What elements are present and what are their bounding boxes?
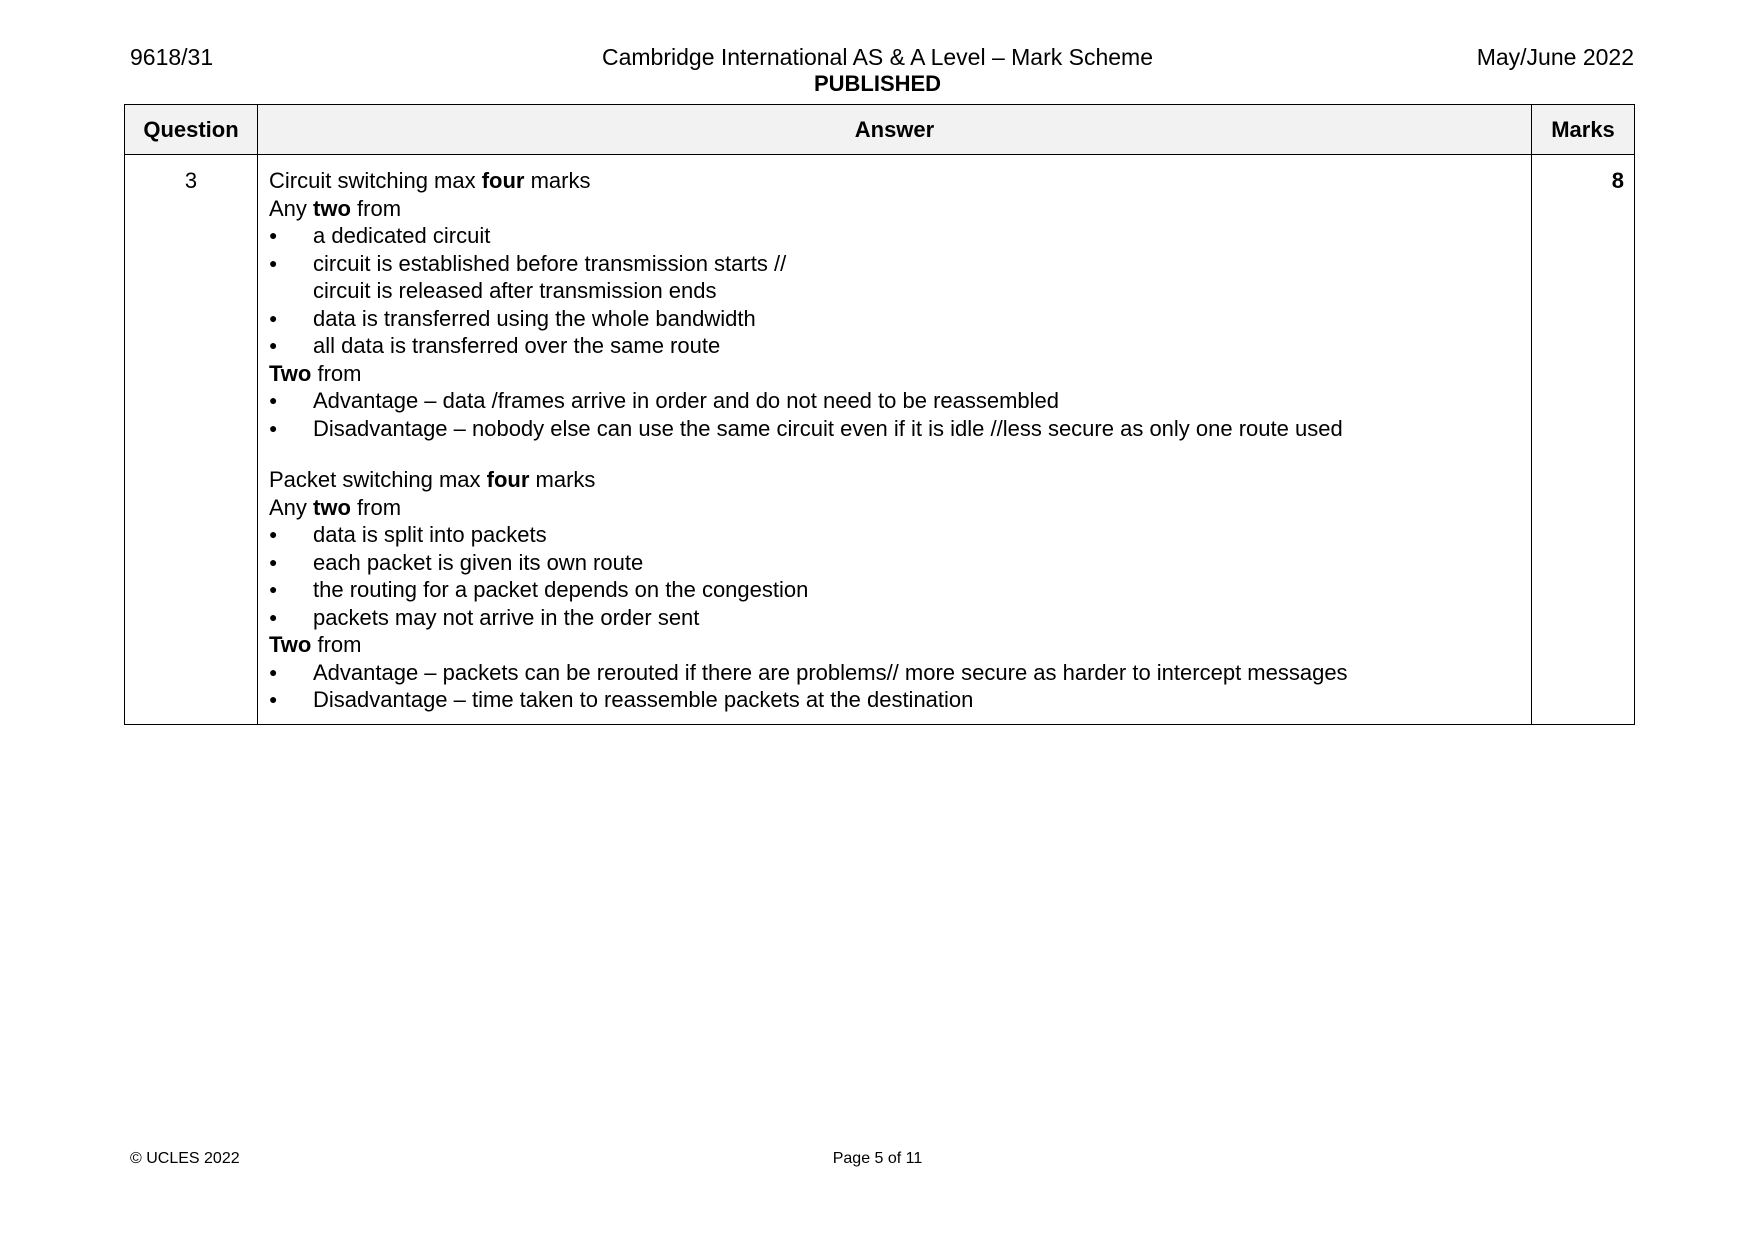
bullet-icon: ●: [269, 553, 278, 570]
bullet-icon: ●: [269, 526, 278, 542]
list-item: [269, 332, 1521, 360]
table-header-row: [125, 105, 1635, 155]
list-item-text: data is transferred using the whole bandwidth: [313, 305, 756, 331]
list-item-text: Advantage – data /frames arrive in order and do not need to be reassembled: [313, 388, 1060, 413]
page-number: Page 5 of 11: [832, 1150, 923, 1167]
list-item-text: Disadvantage – nobody else can use the same circuit even if it is idle //less secure as only one route used: [313, 415, 1343, 441]
paper-code: 9618/31: [130, 44, 214, 70]
published-label: PUBLISHED: [813, 71, 942, 96]
bullet-icon: ●: [269, 337, 278, 353]
instruction-text: from: [350, 494, 402, 520]
bullet-icon: ●: [269, 419, 278, 436]
section-spacer: [269, 442, 1521, 466]
question-number: 3: [125, 155, 258, 725]
heading-emphasis: four: [486, 467, 530, 492]
list-item-text: all data is transferred over the same route: [313, 333, 721, 358]
list-item-text: a dedicated circuit: [313, 223, 491, 248]
circuit-switching-heading: [269, 167, 1521, 195]
list-item: [269, 521, 1521, 549]
list-item: [269, 250, 1521, 305]
bullet-icon: ●: [269, 581, 278, 597]
bullet-icon: ●: [269, 608, 278, 625]
list-item: [269, 604, 1521, 632]
bullet-icon: ●: [269, 254, 278, 271]
marks-value: 8: [1532, 155, 1635, 725]
instruction-text: from: [350, 195, 402, 221]
list-item-text: Disadvantage – time taken to reassemble packets at the destination: [313, 687, 974, 712]
exam-session: May/June 2022: [1476, 44, 1634, 70]
two-from-line: [269, 631, 1521, 659]
heading-emphasis: four: [481, 168, 525, 193]
instruction-emphasis: two: [313, 195, 351, 221]
list-item: [269, 415, 1521, 443]
instruction-emphasis: Two: [269, 632, 312, 657]
instruction-text: Any: [269, 195, 314, 221]
bullet-icon: ●: [269, 309, 278, 326]
copyright-notice: © UCLES 2022: [130, 1150, 240, 1167]
instruction-text: from: [311, 632, 362, 657]
instruction-emphasis: two: [313, 494, 351, 520]
heading-text: marks: [529, 467, 596, 492]
packet-switching-heading: [269, 466, 1521, 494]
question-column-header: Question: [125, 105, 258, 155]
heading-text: Circuit switching max: [269, 168, 482, 193]
table-row: [125, 155, 1635, 725]
list-item: [269, 686, 1521, 714]
any-two-from-line: [269, 195, 1521, 223]
list-item: [269, 387, 1521, 415]
bullet-icon: ●: [269, 392, 278, 408]
heading-text: Packet switching max: [269, 467, 487, 492]
list-item-text: data is split into packets: [313, 522, 547, 547]
instruction-text: from: [311, 360, 362, 386]
heading-text: marks: [524, 168, 591, 193]
document-title: Cambridge International AS & A Level – Mark Scheme: [601, 44, 1154, 70]
list-item: [269, 549, 1521, 577]
list-item-text: Advantage – packets can be rerouted if there are problems// more secure as harder to intercept messages: [313, 659, 1348, 685]
any-two-from-line: [269, 494, 1521, 522]
mark-scheme-table: [124, 104, 1635, 725]
instruction-text: Any: [269, 494, 314, 520]
answer-cell: [258, 155, 1532, 725]
bullet-icon: ●: [269, 663, 278, 680]
list-item-text: the routing for a packet depends on the congestion: [313, 577, 809, 602]
marks-column-header: Marks: [1532, 105, 1635, 155]
two-from-line: [269, 360, 1521, 388]
list-item-text: each packet is given its own route: [313, 549, 644, 575]
list-item-text: circuit is established before transmission starts //: [313, 250, 787, 276]
list-item: [269, 305, 1521, 333]
bullet-icon: ●: [269, 227, 278, 243]
list-item-continuation: circuit is released after transmission ends: [313, 278, 717, 303]
instruction-emphasis: Two: [269, 360, 312, 386]
answer-column-header: Answer: [258, 105, 1532, 155]
list-item: [269, 659, 1521, 687]
list-item: [269, 222, 1521, 250]
list-item-text: packets may not arrive in the order sent: [313, 604, 700, 630]
bullet-icon: ●: [269, 691, 278, 707]
list-item: [269, 576, 1521, 604]
